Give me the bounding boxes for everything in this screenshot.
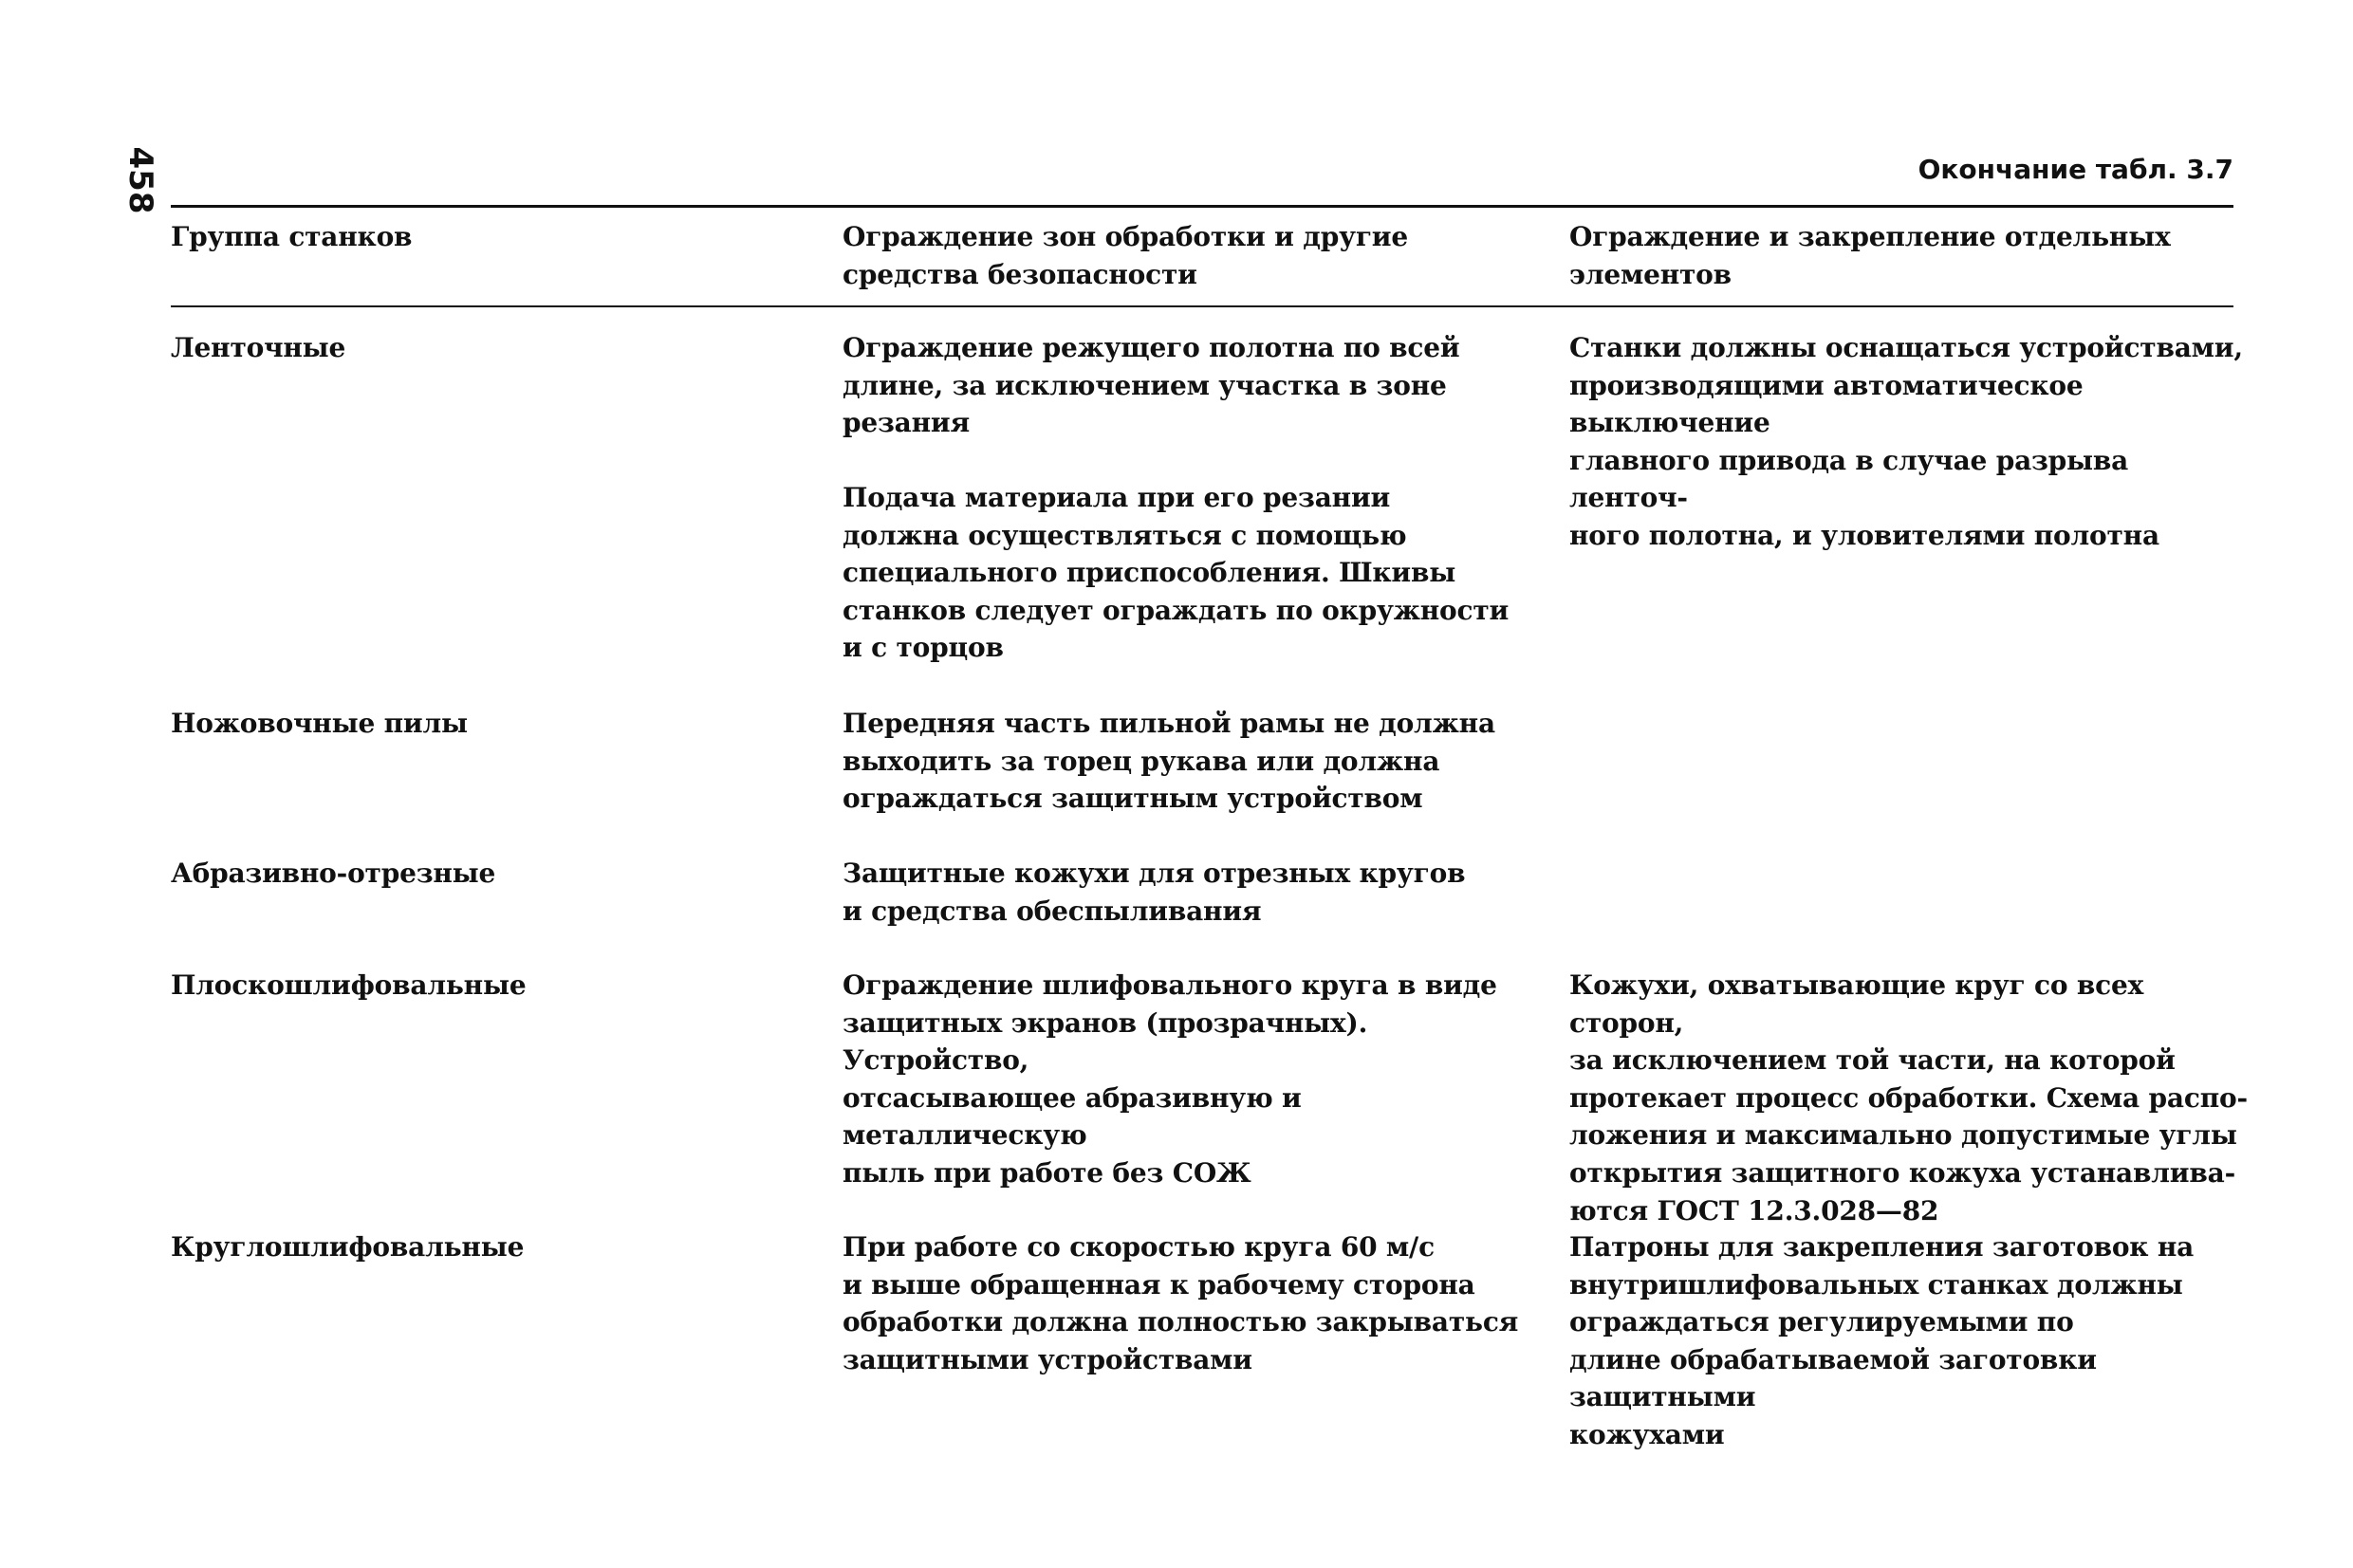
row-group-abrazivno: Абразивно-отрезные	[171, 858, 496, 889]
row-elements-lentochnye: Станки должны оснащаться устройствами, производящими автоматическое выключение главного привода в случае разрыва ленточ- ного полотна, и уловителями полотна	[1569, 332, 2243, 551]
row-group-krugloshlif: Круглошлифовальные	[171, 1231, 525, 1263]
row-zones-ploskoshlif: Ограждение шлифовального круга в виде защитных экранов (прозрачных). Устройство, отсасывающее абразивную и металлическую пыль при работе без СОЖ	[843, 969, 1497, 1189]
top-rule	[171, 205, 2233, 208]
table-caption: Окончание табл. 3.7	[1918, 154, 2233, 185]
header-group: Группа станков	[171, 221, 413, 252]
page-number: 458	[121, 146, 159, 214]
row-group-lentochnye: Ленточные	[171, 332, 346, 363]
header-rule	[171, 305, 2233, 307]
row-group-ploskoshlif: Плоскошлифовальные	[171, 969, 527, 1001]
row-zones-nozhovochnye: Передняя часть пильной рамы не должна выходить за торец рукава или должна ограждаться защитным устройством	[843, 708, 1495, 815]
row-group-nozhovochnye: Ножовочные пилы	[171, 708, 468, 739]
row-elements-krugloshlif: Патроны для закрепления заготовок на внутришлифовальных станках должны ограждаться регулируемыми по длине обрабатываемой заготовки защитными кожухами	[1569, 1231, 2195, 1450]
row-zones-lentochnye: Ограждение режущего полотна по всей длине, за исключением участка в зоне резания	[843, 332, 1460, 439]
row-zones-lentochnye-extra: Подача материала при его резании должна осуществляться с помощью специального приспособления. Шкивы станков следует ограждать по окружности и с торцов	[843, 482, 1510, 664]
row-zones-abrazivno: Защитные кожухи для отрезных кругов и средства обеспыливания	[843, 858, 1466, 927]
header-elements: Ограждение и закрепление отдельных элементов	[1569, 221, 2171, 290]
header-zones: Ограждение зон обработки и другие средства безопасности	[843, 221, 1408, 290]
row-zones-krugloshlif: При работе со скоростью круга 60 м/с и выше обращенная к рабочему сторона обработки должна полностью закрываться защитными устройствами	[843, 1231, 1519, 1375]
row-elements-ploskoshlif: Кожухи, охватывающие круг со всех сторон, за исключением той части, на которой протекает процесс обработки. Схема распо- ложения и максимально допустимые углы открытия защитного кожуха устанавлива- ются ГОСТ 12.3.028—82	[1569, 969, 2248, 1227]
